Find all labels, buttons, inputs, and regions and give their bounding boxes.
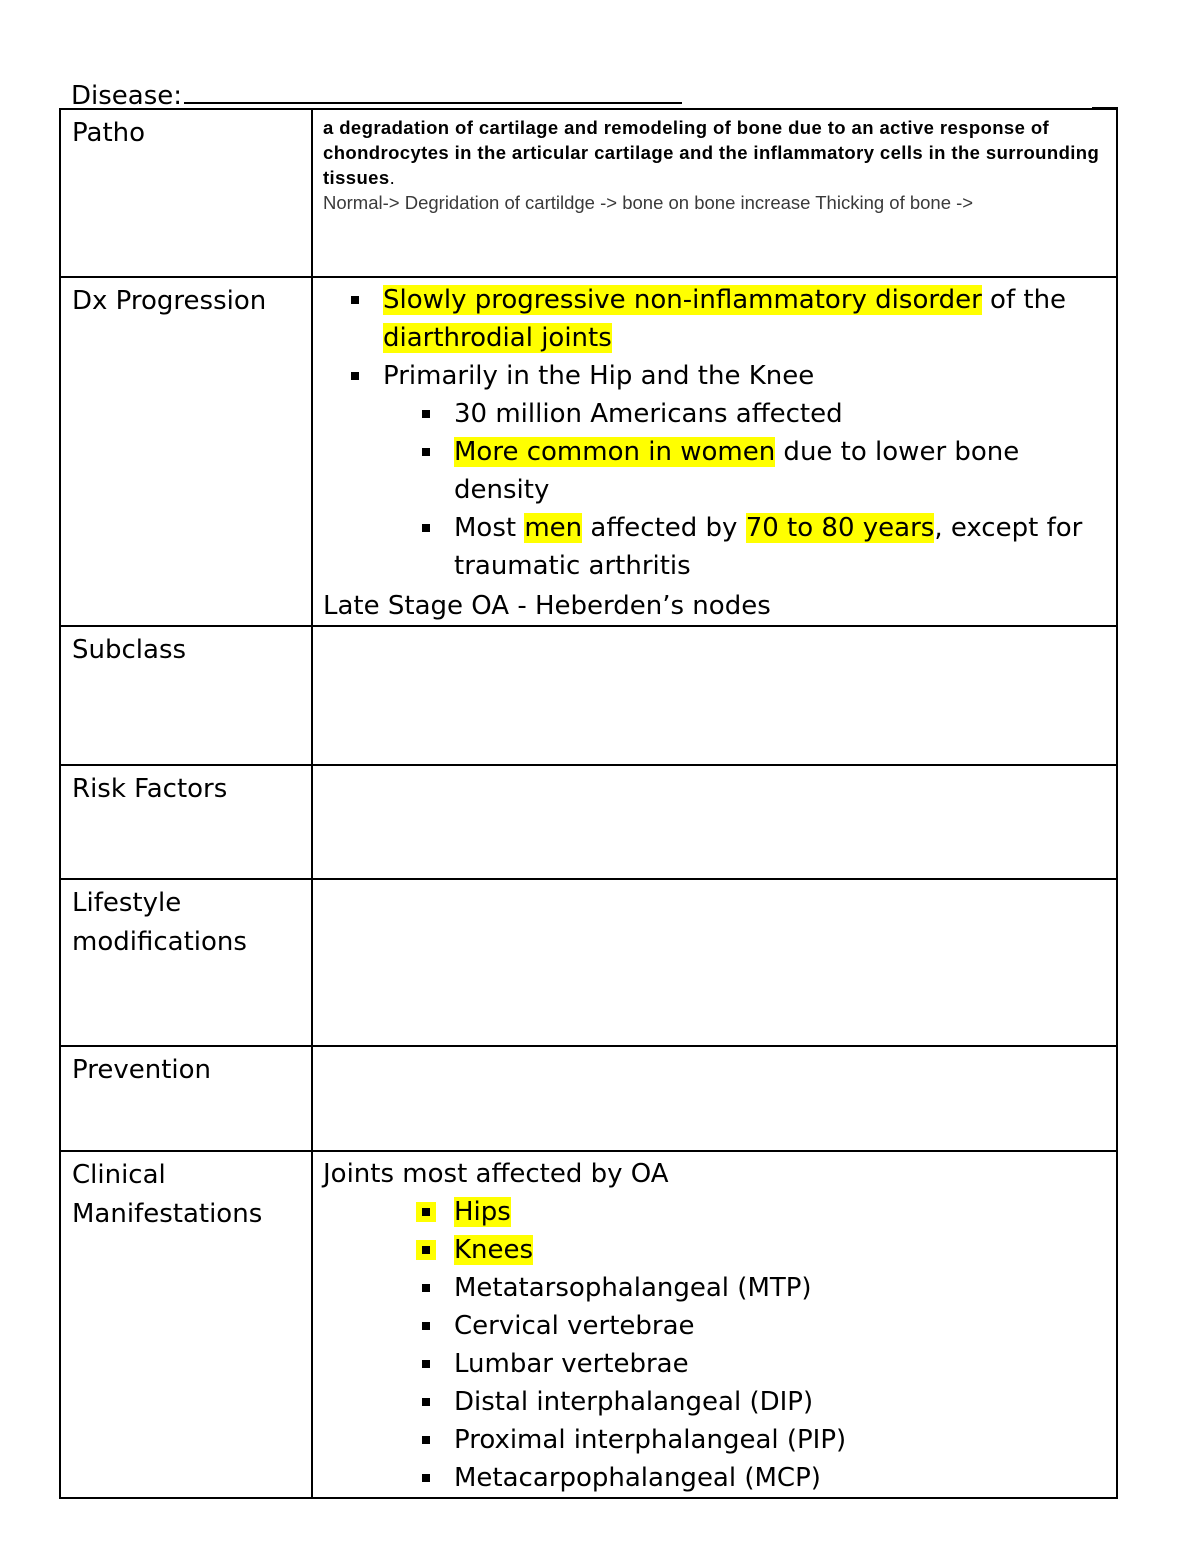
- label-risk-factors: Risk Factors: [60, 765, 312, 879]
- patho-bold-end: .: [389, 167, 396, 188]
- clinical-item: Distal interphalangeal (DIP): [323, 1383, 1106, 1421]
- clinical-item: Metatarsophalangeal (MTP): [323, 1269, 1106, 1307]
- row-prevention: [60, 1046, 1117, 1151]
- dx-late-stage: Late Stage OA - Heberden’s nodes: [323, 591, 771, 621]
- dx-bullets-level1: [323, 281, 1106, 395]
- clinical-item: Proximal interphalangeal (PIP): [323, 1421, 1106, 1459]
- label-dx-progression: Dx Progression: [60, 277, 312, 626]
- row-clinical: [60, 1151, 1117, 1498]
- patho-normal-text: Normal-> Degridation of cartildge -> bone on bone increase Thicking of bone ->: [323, 192, 974, 213]
- clinical-item: Hips: [323, 1193, 1106, 1231]
- content-subclass[interactable]: [312, 626, 1117, 765]
- dx-bullet-2: Primarily in the Hip and the Knee: [323, 357, 1106, 395]
- dx-bullets-level2: [323, 395, 1106, 585]
- row-dx-progression: [60, 277, 1117, 626]
- row-lifestyle: [60, 879, 1117, 1046]
- content-dx-progression[interactable]: [312, 277, 1117, 626]
- label-prevention: Prevention: [60, 1046, 312, 1151]
- clinical-item: Cervical vertebrae: [323, 1307, 1106, 1345]
- label-lifestyle: Lifestyle modifications: [60, 879, 312, 1046]
- row-subclass: [60, 626, 1117, 765]
- content-prevention[interactable]: [312, 1046, 1117, 1151]
- dx-sub-bullet-3: Most men affected by 70 to 80 years, except for traumatic arthritis: [323, 509, 1106, 585]
- content-patho[interactable]: [312, 109, 1117, 277]
- clinical-joint-list: [323, 1193, 1106, 1497]
- dx-bullet-1: Slowly progressive non-inflammatory disorder of the diarthrodial joints: [323, 281, 1106, 357]
- content-risk-factors[interactable]: [312, 765, 1117, 879]
- label-patho: Patho: [60, 109, 312, 277]
- disease-blank-field[interactable]: [184, 76, 682, 104]
- patho-bold-text: a degradation of cartilage and remodeling of bone due to an active response of chondrocytes in the articular cartilage and the inflammatory cells in the surrounding tissues: [323, 117, 1100, 188]
- content-clinical[interactable]: [312, 1151, 1117, 1498]
- label-subclass: Subclass: [60, 626, 312, 765]
- content-lifestyle[interactable]: [312, 879, 1117, 1046]
- disease-label: Disease:: [71, 81, 183, 111]
- dx-sub-bullet-2: More common in women due to lower bone density: [323, 433, 1106, 509]
- clinical-item: Metacarpophalangeal (MCP): [323, 1459, 1106, 1497]
- clinical-item: Knees: [323, 1231, 1106, 1269]
- row-risk-factors: [60, 765, 1117, 879]
- label-clinical: Clinical Manifestations: [60, 1151, 312, 1498]
- clinical-intro: Joints most affected by OA: [323, 1159, 669, 1189]
- dx-sub-bullet-1: 30 million Americans affected: [323, 395, 1106, 433]
- clinical-item: Lumbar vertebrae: [323, 1345, 1106, 1383]
- row-patho: [60, 109, 1117, 277]
- disease-form-table: [59, 108, 1118, 1499]
